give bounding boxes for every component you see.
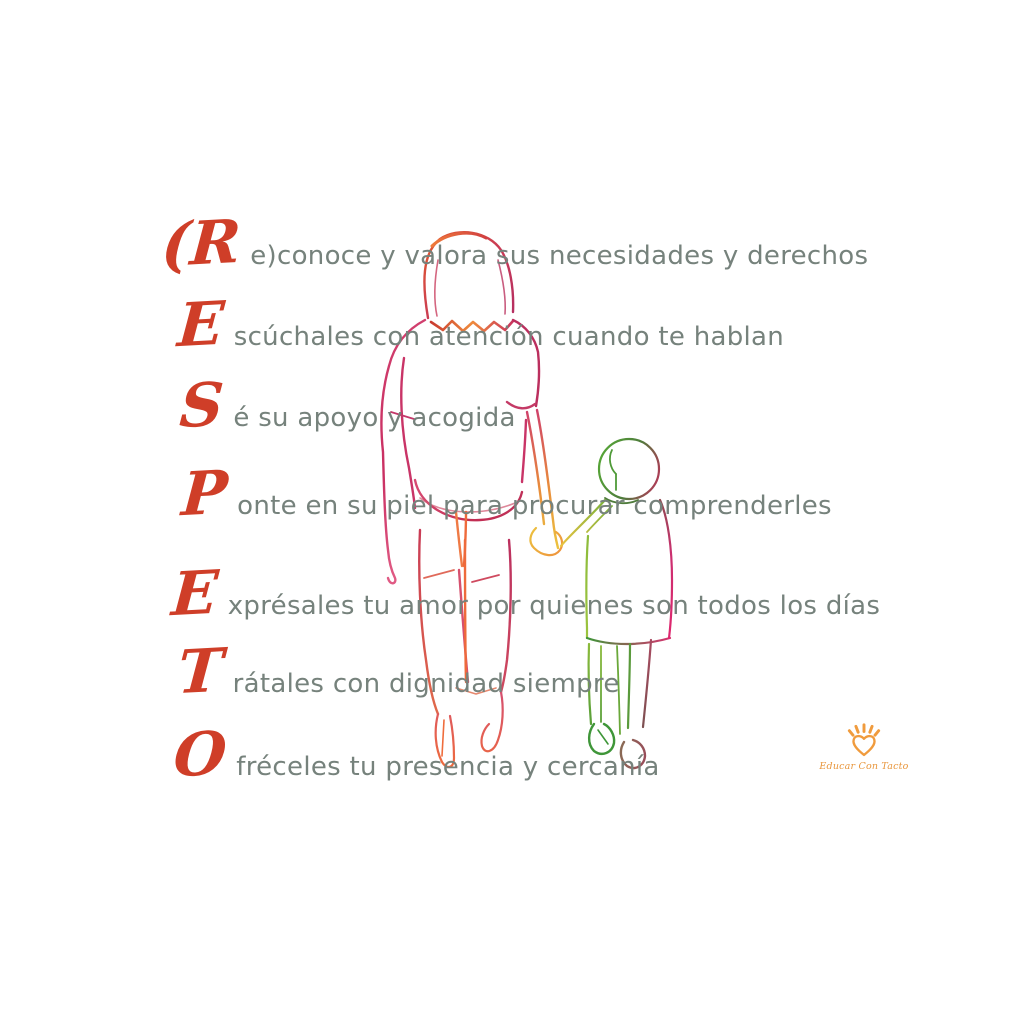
acrostic-line-expresales: [169, 557, 881, 631]
acrostic-initial: S: [177, 369, 226, 443]
acrostic-line-tratales: [175, 635, 620, 709]
acrostic-text: rátales con dignidad siempre: [232, 669, 620, 699]
acrostic-line-se: [177, 369, 516, 443]
acrostic-initial: (R: [159, 207, 243, 282]
logo-wordmark: Educar Con Tacto: [819, 761, 909, 772]
acrostic-initial: P: [179, 457, 230, 531]
logo: [816, 722, 912, 772]
acrostic-line-escuchales: [175, 288, 785, 362]
acrostic-line-ponte: [179, 457, 832, 531]
hand-heart-icon: [842, 722, 886, 760]
acrostic-initial: E: [175, 288, 227, 362]
acrostic-text: fréceles tu presencia y cercanía: [236, 752, 660, 782]
acrostic-initial: E: [169, 557, 221, 631]
acrostic-line-reconoce: [159, 207, 869, 282]
acrostic-initial: O: [171, 718, 229, 792]
acrostic-text: e)conoce y valora sus necesidades y derechos: [250, 241, 869, 271]
acrostic-text: scúchales con atención cuando te hablan: [233, 322, 785, 352]
acrostic-initial: T: [175, 635, 226, 709]
acrostic-text: onte en su piel para procurar comprenderles: [237, 491, 832, 521]
acrostic-text: é su apoyo y acogida: [233, 403, 516, 433]
acrostic-line-ofreceles: [171, 718, 660, 792]
acrostic-text: xprésales tu amor por quienes son todos los días: [227, 591, 881, 621]
